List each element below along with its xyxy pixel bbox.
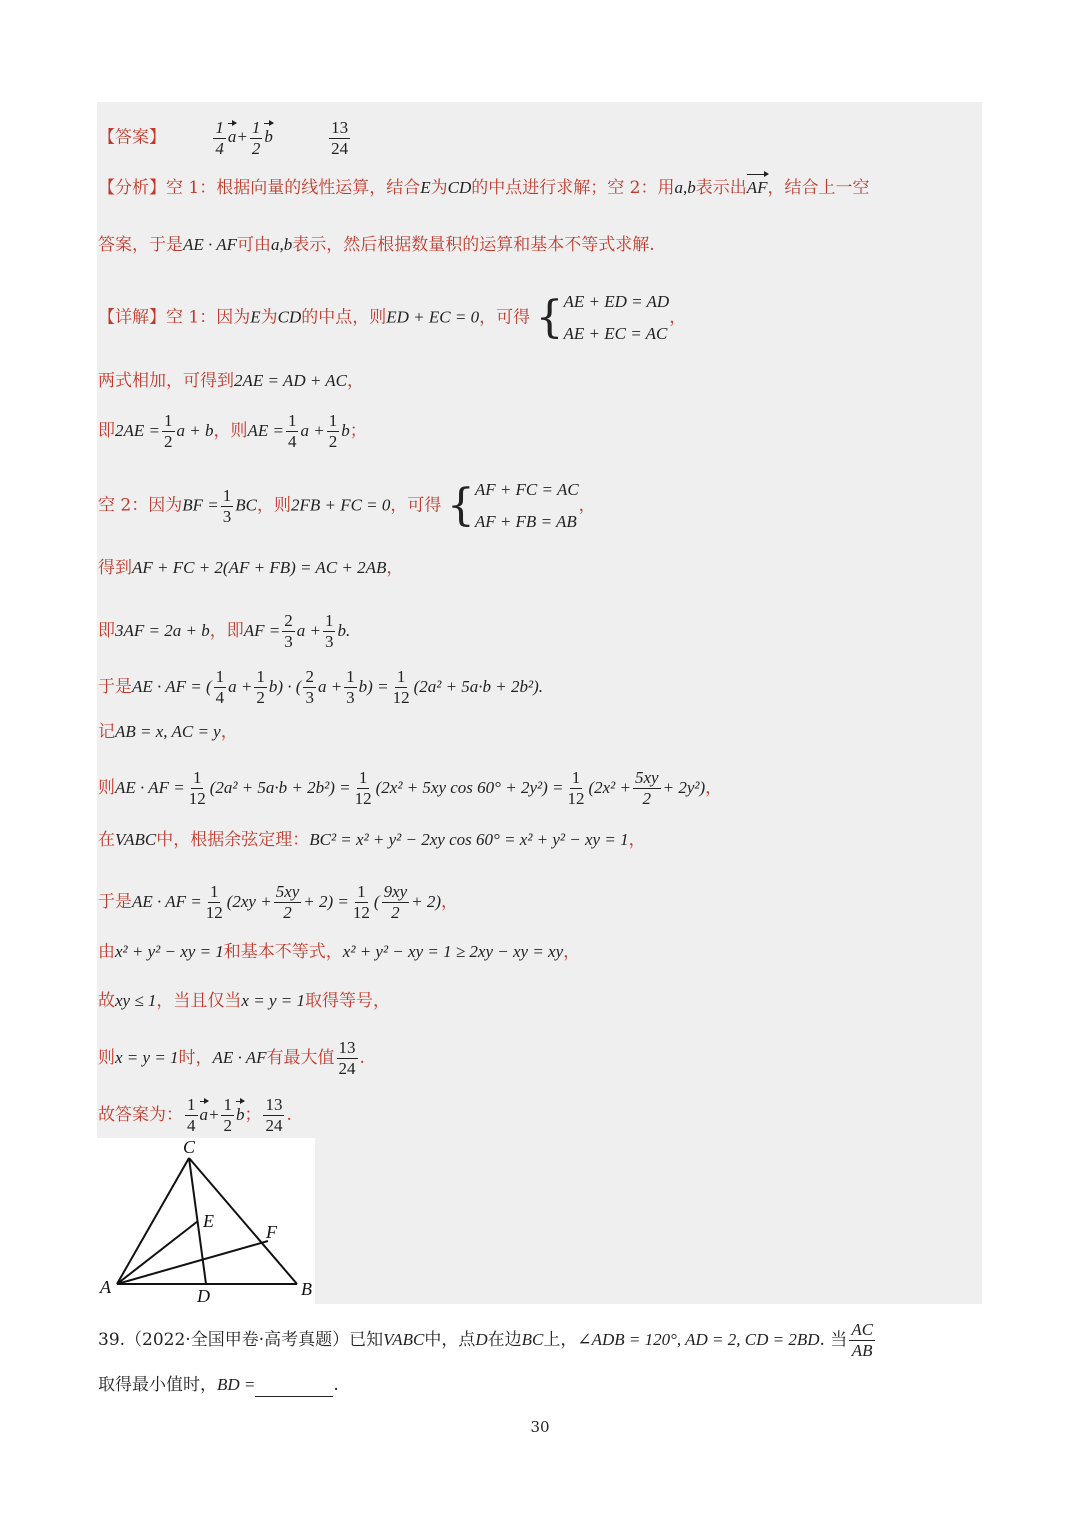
num: 1 xyxy=(223,1095,232,1114)
num: 1 xyxy=(215,667,225,686)
text: 由 xyxy=(98,942,115,962)
frac xyxy=(565,768,586,809)
frac xyxy=(250,118,263,159)
text: 上， xyxy=(543,1330,578,1350)
math-D: D xyxy=(475,1330,488,1349)
math-eq: x² + y² − xy = 1 xyxy=(115,942,224,961)
num: 5xy xyxy=(275,882,300,901)
detail-line-10 xyxy=(98,828,646,852)
text: ，结合上一空 xyxy=(767,178,870,198)
math-eq: BC xyxy=(235,495,257,515)
frac xyxy=(185,1095,198,1136)
segment-AF xyxy=(117,1241,268,1284)
text: ； xyxy=(349,421,367,441)
text: 表示，然后根据数量积的运算和基本不等式求解. xyxy=(292,235,655,255)
label-C: C xyxy=(183,1138,196,1157)
label-A: A xyxy=(100,1277,111,1297)
math-eq: a + xyxy=(296,621,321,640)
text: ， xyxy=(441,892,459,912)
math-eq: + 2) = xyxy=(303,892,349,911)
frac xyxy=(274,882,302,923)
num: 1 xyxy=(251,118,261,137)
frac xyxy=(303,667,316,708)
detail-line-12 xyxy=(98,940,580,964)
math-eq: AE = xyxy=(247,421,284,440)
question-39-line-1 xyxy=(98,1320,877,1361)
text: 空 1：因为 xyxy=(166,307,251,328)
math-eq: 2AE = xyxy=(115,421,160,440)
text: 为 xyxy=(260,307,278,328)
detail-line-6 xyxy=(98,611,350,652)
math-BC: BC xyxy=(521,1330,544,1349)
den: 3 xyxy=(305,688,314,707)
frac xyxy=(344,667,357,708)
den: 2 xyxy=(328,432,338,451)
math-eq: 3AF = 2a + b xyxy=(115,621,210,640)
text: 有最大值 xyxy=(266,1048,335,1068)
text: 即 xyxy=(98,421,115,441)
den: 12 xyxy=(188,789,206,808)
brace: { xyxy=(535,292,564,343)
den: 3 xyxy=(346,688,355,707)
text: ，则 xyxy=(256,495,291,516)
text: 取得等号， xyxy=(304,991,390,1011)
den: 12 xyxy=(392,688,410,707)
system-row: AE + ED = AD xyxy=(563,292,670,311)
math-eq: a + b xyxy=(176,421,214,440)
analysis-line-1 xyxy=(98,176,870,200)
frac xyxy=(263,1095,284,1136)
den: 3 xyxy=(324,632,334,651)
num: 13 xyxy=(331,118,349,137)
text: 即 xyxy=(98,621,115,641)
text: 中，点 xyxy=(424,1330,476,1350)
text: 则 xyxy=(98,778,115,798)
system-2 xyxy=(475,474,579,538)
question-39-line-2 xyxy=(98,1373,339,1397)
den: 4 xyxy=(287,432,297,451)
den: 2 xyxy=(256,688,265,707)
frac xyxy=(254,667,267,708)
detail-line-9 xyxy=(98,768,722,809)
math-eq: BF = xyxy=(182,495,219,515)
label-D: D xyxy=(197,1286,210,1304)
answer-line xyxy=(98,118,352,159)
num: 13 xyxy=(338,1038,356,1057)
detail-line-2 xyxy=(98,369,364,393)
frac xyxy=(221,486,234,527)
text: 故 xyxy=(98,991,115,1011)
math-BD: BD = xyxy=(217,1375,256,1394)
num: 1 xyxy=(222,485,232,505)
text: 空 1：根据向量的线性运算，结合 xyxy=(166,178,421,198)
plus: + xyxy=(236,127,248,147)
num: 1 xyxy=(396,667,406,686)
text: 记 xyxy=(98,722,115,742)
vec-b: b xyxy=(236,1103,245,1127)
math-CD: CD xyxy=(277,307,302,327)
vec-b: b xyxy=(264,125,273,149)
math-ab: a,b xyxy=(270,235,293,254)
text: ， xyxy=(628,830,646,850)
math-condition: ∠ADB = 120°, AD = 2, CD = 2BD xyxy=(577,1330,820,1349)
plus: + xyxy=(208,1105,220,1124)
den: 3 xyxy=(284,632,293,651)
math-eq: AE · AF xyxy=(212,1048,267,1067)
math-CD: CD xyxy=(447,178,472,197)
num: 1 xyxy=(256,667,265,686)
num: 13 xyxy=(265,1095,283,1114)
num: 1 xyxy=(358,768,368,787)
text: 于是 xyxy=(98,892,132,912)
math-E: E xyxy=(250,307,261,327)
num: 1 xyxy=(357,882,366,901)
frac xyxy=(633,768,661,809)
detail-line-13 xyxy=(98,989,390,1013)
label-F: F xyxy=(266,1222,277,1242)
text: 表示出 xyxy=(695,178,747,198)
den: 12 xyxy=(352,903,370,922)
text: ， xyxy=(346,371,364,391)
math-eq: ( xyxy=(373,892,380,911)
frac xyxy=(213,118,226,159)
den: 2 xyxy=(164,432,173,451)
math-eq: x² + y² − xy = 1 ≥ 2xy − xy = xy xyxy=(342,942,564,961)
num: 1 xyxy=(192,768,202,787)
frac xyxy=(353,768,374,809)
math-E: E xyxy=(420,178,431,197)
den: 4 xyxy=(215,139,224,158)
text: ， xyxy=(578,495,596,516)
math-eq: BC² = x² + y² − 2xy cos 60° = x² + y² − xy = 1 xyxy=(309,830,629,849)
math-eq: b) = xyxy=(358,677,389,696)
frac xyxy=(351,882,372,923)
triangle-figure xyxy=(97,1138,315,1304)
math-ab: a,b xyxy=(674,178,696,197)
text: ， xyxy=(705,778,723,798)
text: . xyxy=(359,1048,365,1068)
math-eq: (2x² + xyxy=(588,778,631,797)
text: 中，根据余弦定理： xyxy=(156,830,310,850)
frac xyxy=(329,118,350,159)
text: 可由 xyxy=(236,235,271,255)
num: 1 xyxy=(187,1095,196,1114)
detail-line-3 xyxy=(98,411,367,452)
detail-line-5 xyxy=(98,556,403,580)
math-eq: AE · AF = xyxy=(132,892,202,911)
text: ，则 xyxy=(213,421,248,441)
num: 1 xyxy=(209,882,219,901)
analysis-tag: 【分析】 xyxy=(98,178,166,198)
text: . xyxy=(286,1105,292,1125)
num: 2 xyxy=(284,611,293,630)
math-eq: 2FB + FC = 0 xyxy=(290,495,391,515)
num: AC xyxy=(851,1320,874,1339)
text: ， xyxy=(220,722,238,742)
math-eq: (2xy + xyxy=(226,892,272,911)
frac xyxy=(327,411,340,452)
math-eq: b) · ( xyxy=(268,677,302,696)
math-eq: (2a² + 5a·b + 2b²). xyxy=(413,677,544,696)
analysis-line-2 xyxy=(98,233,655,257)
text: 时， xyxy=(178,1048,213,1068)
text: 在边 xyxy=(487,1330,522,1350)
detail-tag: 【详解】 xyxy=(98,307,166,328)
math-eq: AF + FC + 2(AF + FB) = AC + 2AB xyxy=(132,558,387,577)
den: AB xyxy=(851,1341,873,1360)
math-eq: ED + EC = 0 xyxy=(386,307,480,327)
text: ，可得 xyxy=(390,495,442,516)
den: 3 xyxy=(222,506,232,526)
frac xyxy=(286,411,299,452)
text: 空 2：因为 xyxy=(98,495,183,516)
vec-a: a xyxy=(228,125,237,149)
system-row: AF + FB = AB xyxy=(474,512,577,531)
answer-2 xyxy=(327,118,352,158)
math-eq: AE · AF = ( xyxy=(132,677,212,696)
frac xyxy=(187,768,208,809)
answer-1 xyxy=(211,118,277,158)
text: 的中点，则 xyxy=(301,307,387,328)
math-eq: AB = x, AC = y xyxy=(115,722,221,741)
system-row: AE + EC = AC xyxy=(563,324,668,343)
math-eq: x = y = 1 xyxy=(241,991,305,1010)
num: 1 xyxy=(164,411,173,430)
frac xyxy=(214,667,227,708)
system-1 xyxy=(563,286,669,350)
detail-line-11 xyxy=(98,882,458,923)
math-triangle: VABC xyxy=(115,830,157,849)
vec-AF: AF xyxy=(747,176,768,200)
den: 4 xyxy=(187,1116,196,1135)
triangle-diagram xyxy=(97,1138,315,1304)
text: ，可得 xyxy=(479,307,531,328)
text: . xyxy=(333,1375,339,1395)
math-eq: b xyxy=(341,421,350,440)
text: 则 xyxy=(98,1048,115,1068)
frac xyxy=(382,882,410,923)
text: 两式相加，可得到 xyxy=(98,371,234,391)
den: 12 xyxy=(205,903,223,922)
frac xyxy=(337,1038,358,1079)
text: 为 xyxy=(430,178,448,198)
text: ； xyxy=(244,1105,262,1125)
math-eq: a + xyxy=(300,421,325,440)
math-eq: a + xyxy=(317,677,343,696)
frac xyxy=(391,667,412,708)
math-eq: AF = xyxy=(243,621,281,640)
math-eq: b. xyxy=(337,621,351,640)
text: 的中点进行求解；空 2：用 xyxy=(471,178,675,198)
den: 24 xyxy=(265,1116,283,1135)
vec-a: a xyxy=(200,1103,209,1127)
num: 1 xyxy=(346,667,355,686)
frac xyxy=(204,882,225,923)
detail-line-8 xyxy=(98,720,238,744)
answer-blank xyxy=(255,1378,333,1397)
page-number: 30 xyxy=(530,1418,550,1436)
label-B: B xyxy=(301,1279,312,1299)
den: 2 xyxy=(223,1116,232,1135)
num: 5xy xyxy=(635,768,659,787)
den: 12 xyxy=(354,789,372,808)
side-AC xyxy=(117,1158,189,1284)
detail-line-7 xyxy=(98,667,543,708)
text: ， xyxy=(386,558,404,578)
math-eq: (2x² + 5xy cos 60° + 2y²) = xyxy=(375,778,564,797)
math-eq: xy ≤ 1 xyxy=(115,991,157,1010)
math-eq: + 2) xyxy=(411,892,442,911)
math-eq: a + xyxy=(228,677,253,696)
frac xyxy=(162,411,175,452)
text: 得到 xyxy=(98,558,132,578)
num: 1 xyxy=(324,611,334,630)
frac xyxy=(323,611,336,652)
den: 2 xyxy=(283,903,292,922)
brace: { xyxy=(446,480,475,531)
math-eq: x = y = 1 xyxy=(115,1048,179,1067)
text: 在 xyxy=(98,830,115,850)
text: ，当且仅当 xyxy=(156,991,242,1011)
den: 2 xyxy=(391,903,400,922)
num: 2 xyxy=(305,667,314,686)
math-eq: + 2y²) xyxy=(662,778,706,797)
den: 12 xyxy=(567,789,585,808)
den: 2 xyxy=(251,139,261,158)
den: 24 xyxy=(338,1059,356,1078)
den: 24 xyxy=(331,139,349,158)
num: 1 xyxy=(571,768,581,787)
text: 39.（2022·全国甲卷·高考真题）已知 xyxy=(98,1330,384,1350)
den: 2 xyxy=(642,789,652,808)
num: 1 xyxy=(215,118,224,137)
text: 于是 xyxy=(98,677,132,697)
math-AE-AF: AE · AF xyxy=(183,235,237,254)
detail-line-15 xyxy=(98,1095,292,1136)
detail-line-4 xyxy=(98,474,596,538)
system-row: AF + FC = AC xyxy=(474,480,579,499)
label-E: E xyxy=(203,1211,214,1231)
segment-AE xyxy=(117,1221,198,1284)
text: ， xyxy=(669,307,687,328)
frac xyxy=(849,1320,875,1361)
text: . 当 xyxy=(819,1330,848,1350)
text: ，即 xyxy=(209,621,244,641)
text: 故答案为： xyxy=(98,1105,183,1125)
text: ， xyxy=(563,942,581,962)
num: 1 xyxy=(328,411,338,430)
num: 1 xyxy=(287,411,297,430)
num: 9xy xyxy=(383,882,408,901)
text: 答案，于是 xyxy=(98,235,183,255)
text: 取得最小值时， xyxy=(98,1375,217,1395)
den: 4 xyxy=(215,688,225,707)
frac xyxy=(282,611,295,652)
frac xyxy=(221,1095,234,1136)
text: 和基本不等式， xyxy=(223,942,343,962)
detail-line-14 xyxy=(98,1038,365,1079)
math-eq: (2a² + 5a·b + 2b²) = xyxy=(209,778,351,797)
math-eq: 2AE = AD + AC xyxy=(234,371,347,390)
math-triangle: VABC xyxy=(383,1330,425,1349)
answer-tag: 【答案】 xyxy=(98,127,166,148)
math-eq: AE · AF = xyxy=(115,778,185,797)
detail-line-1 xyxy=(98,286,686,350)
